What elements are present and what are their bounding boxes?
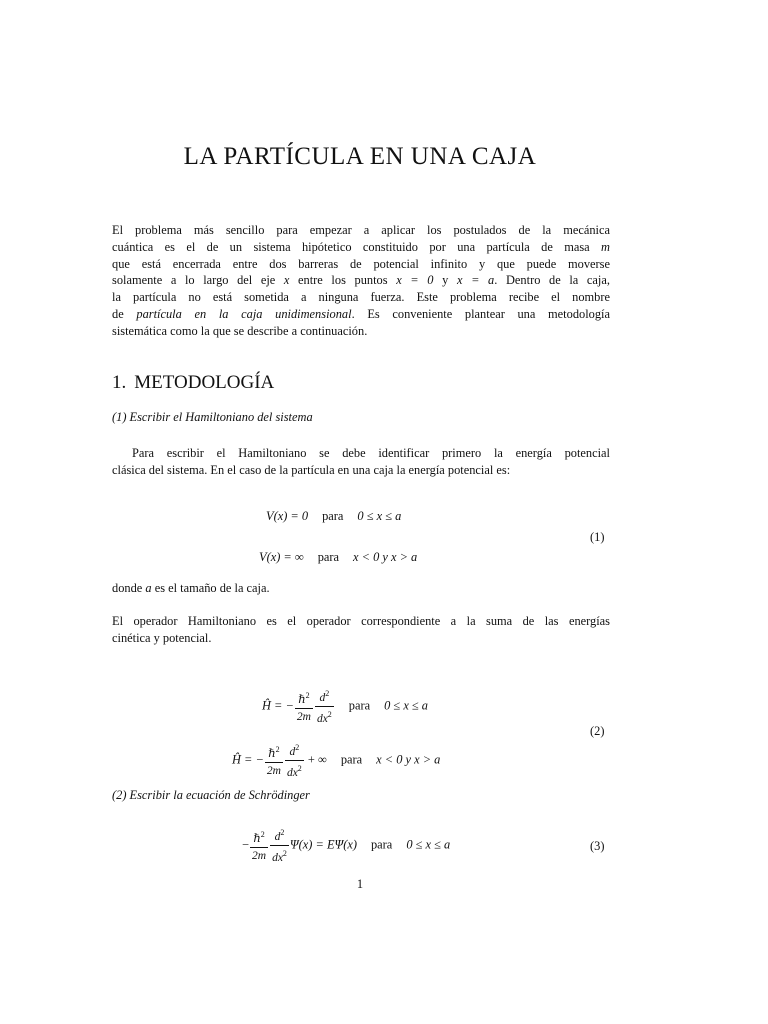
- equation-1-number: (1): [590, 530, 605, 544]
- sq-1: 2: [305, 691, 310, 700]
- sq-2: 2: [325, 689, 330, 698]
- x-eq-0: x = 0: [396, 273, 434, 288]
- sq-4: 2: [275, 745, 280, 754]
- hamiltonian-line-1: [112, 445, 610, 462]
- intro-line-6-a: de: [112, 306, 124, 321]
- equation-3: [242, 826, 450, 865]
- equation-1-line-2: [259, 550, 417, 565]
- d: d: [319, 692, 326, 704]
- page-number: 1: [356, 877, 364, 891]
- hbar: ℏ: [298, 694, 306, 706]
- intro-line-4-a: solamente a lo largo del eje: [112, 273, 276, 288]
- eq1-lhs-1: V(x) = 0: [266, 509, 309, 523]
- eq1-word-2: para: [317, 550, 340, 564]
- two-m: 2m: [296, 711, 311, 723]
- operator-line-1: El operador Hamiltoniano es el operador correspondiente a la suma de las energías: [112, 614, 610, 628]
- intro-line-1: El problema más sencillo para empezar a aplicar los postulados de la mecánica: [112, 223, 610, 237]
- sq-7: 2: [260, 830, 265, 839]
- hamiltonian-line-2: clásica del sistema. En el caso de la partícula en una caja la energía potencial es:: [112, 462, 511, 477]
- operator-line-2: cinética y potencial.: [112, 630, 212, 645]
- size-symbol: a: [145, 581, 152, 595]
- two-m-2: 2m: [266, 765, 281, 777]
- eq3-cond: 0 ≤ x ≤ a: [406, 837, 451, 852]
- intro-line-7: sistemática como la que se describe a continuación.: [112, 323, 368, 338]
- equation-2-line-2: [232, 741, 440, 780]
- operator-paragraph: [112, 613, 610, 647]
- section-number: 1.: [112, 372, 127, 393]
- eq2-cond-1: 0 ≤ x ≤ a: [384, 698, 429, 713]
- intro-line-4-c: entre los puntos: [298, 273, 388, 288]
- intro-line-5: la partícula no está sometida a ninguna fuerza. Este problema recibe el nombre: [112, 290, 610, 305]
- mass-symbol: m: [601, 239, 610, 254]
- eq2-cond-2: x < 0 y x > a: [376, 752, 441, 767]
- eq3-frac-hbar: [250, 828, 268, 863]
- intro-paragraph: [112, 222, 610, 340]
- intro-line-2-text: cuántica es el de un sistema hipótetico constituido por una partícula de masa: [112, 239, 590, 254]
- eq2-frac-hbar-2: [265, 743, 283, 778]
- sq-5: 2: [295, 743, 300, 752]
- d-3: d: [274, 831, 281, 843]
- intro-line-2: [112, 239, 610, 256]
- step-1-heading: (1) Escribir el Hamiltoniano del sistema: [112, 410, 313, 424]
- eq3-minus: −: [242, 837, 249, 852]
- dx-2: dx: [286, 767, 298, 779]
- intro-line-6-c: . Es conveniente plantear una metodología: [351, 306, 610, 321]
- sq-8: 2: [280, 828, 285, 837]
- emphasized-term: partícula en la caja unidimensional: [136, 306, 352, 321]
- two-m-3: 2m: [252, 850, 267, 862]
- document-title: LA PARTÍCULA EN UNA CAJA: [183, 143, 537, 170]
- intro-line-3: que está encerrada entre dos barreras de potencial infinito y que puede moverse: [112, 256, 610, 271]
- sq-3: 2: [327, 710, 332, 719]
- eq3-frac-deriv: [270, 826, 289, 865]
- eq2-frac-deriv-2: [285, 741, 304, 780]
- eq3-rest: Ψ(x) = EΨ(x): [289, 837, 357, 852]
- eq2-word-1: para: [348, 698, 371, 713]
- donde-line: [112, 580, 610, 597]
- eq2-frac-hbar-1: [295, 689, 313, 724]
- donde-c: es el tamaño de la caja.: [154, 581, 270, 595]
- equation-2-line-1: [262, 687, 428, 726]
- x-symbol: x: [283, 273, 290, 288]
- eq2-word-2: para: [340, 752, 363, 767]
- eq2-lhs-1: Ĥ = −: [262, 698, 294, 713]
- step-2-heading: (2) Escribir la ecuación de Schrödinger: [112, 788, 310, 802]
- dx-3: dx: [272, 852, 283, 864]
- intro-line-4: [112, 272, 610, 289]
- equation-3-number: (3): [590, 839, 605, 853]
- eq3-word: para: [370, 837, 393, 852]
- section-heading: [112, 372, 274, 394]
- hamiltonian-paragraph: [112, 445, 610, 479]
- x-eq-a: x = a: [456, 273, 495, 288]
- equation-2-number: (2): [590, 724, 605, 738]
- eq2-plus-infinity: + ∞: [307, 752, 327, 767]
- d-2: d: [289, 746, 296, 758]
- eq1-word-1: para: [322, 509, 344, 523]
- donde-a: donde: [112, 581, 143, 595]
- equation-1-line-1: [266, 509, 401, 524]
- sq-9: 2: [282, 849, 287, 858]
- eq1-cond-2: x < 0 y x > a: [353, 550, 418, 564]
- eq1-lhs-2: V(x) = ∞: [259, 550, 304, 564]
- intro-line-4-g: . Dentro de la caja,: [494, 273, 610, 288]
- dx: dx: [316, 713, 328, 725]
- hamiltonian-line-1-text: Para escribir el Hamiltoniano se debe identificar primero la energía potencial: [132, 446, 610, 460]
- eq2-frac-deriv-1: [315, 687, 334, 726]
- hbar-3: ℏ: [253, 833, 261, 845]
- hbar-2: ℏ: [268, 748, 276, 760]
- section-title: METODOLOGÍA: [134, 372, 275, 393]
- intro-line-4-e: y: [442, 273, 449, 288]
- sq-6: 2: [297, 764, 302, 773]
- intro-line-6: [112, 306, 610, 323]
- eq2-lhs-2: Ĥ = −: [232, 752, 264, 767]
- eq1-cond-1: 0 ≤ x ≤ a: [357, 509, 402, 523]
